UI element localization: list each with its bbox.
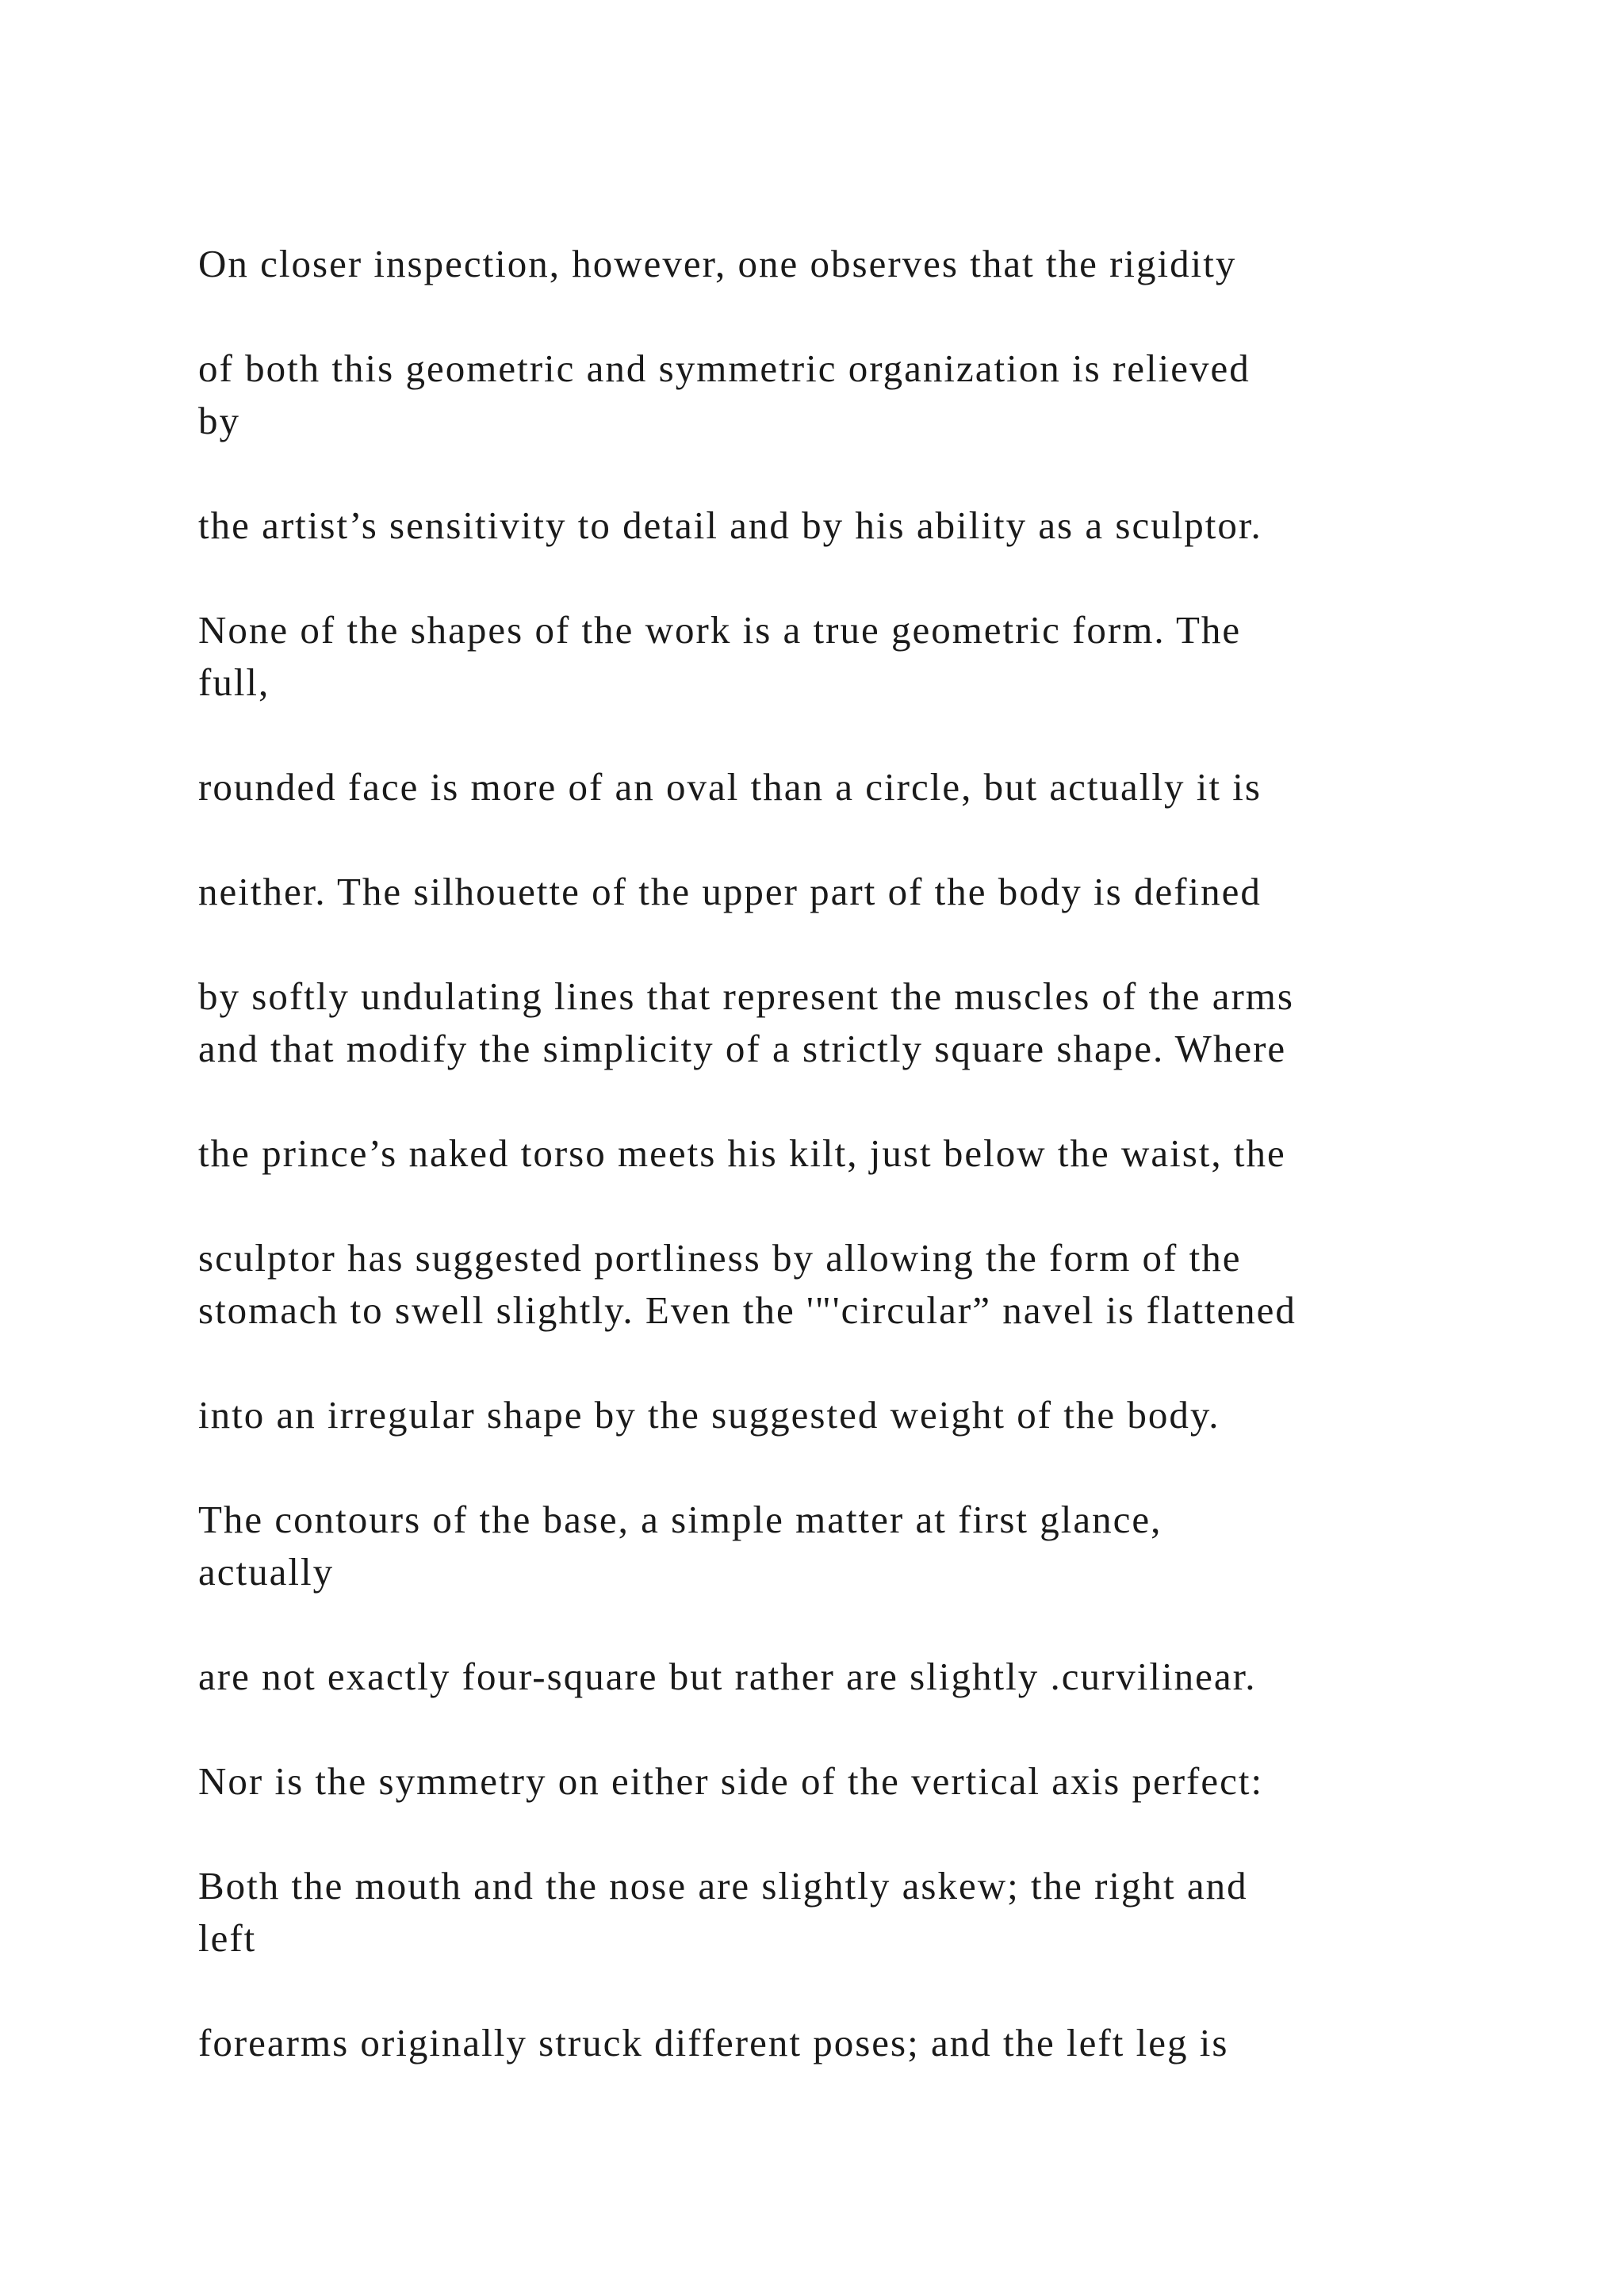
text-line: by <box>198 399 240 442</box>
text-line: by softly undulating lines that represent the muscles of the arms <box>198 974 1294 1018</box>
text-line: actually <box>198 1550 335 1594</box>
text-line: full, <box>198 660 270 704</box>
line-gap <box>198 1337 1507 1389</box>
text-line: into an irregular shape by the suggested weight of the body. <box>198 1393 1220 1437</box>
text-line: On closer inspection, however, one observes that the rigidity <box>198 242 1237 285</box>
line-gap <box>198 709 1507 761</box>
line-gap <box>198 1441 1507 1494</box>
line-gap <box>198 1703 1507 1755</box>
text-line: forearms originally struck different poses; and the left leg is <box>198 2021 1229 2064</box>
text-line: left <box>198 1916 257 1960</box>
line-gap <box>198 1180 1507 1232</box>
line-gap <box>198 1808 1507 1860</box>
line-gap <box>198 813 1507 866</box>
line-gap <box>198 447 1507 499</box>
text-line: and that modify the simplicity of a strictly square shape. Where <box>198 1027 1287 1070</box>
text-line: the prince’s naked torso meets his kilt, just below the waist, the <box>198 1131 1286 1175</box>
text-line: Both the mouth and the nose are slightly askew; the right and <box>198 1864 1248 1908</box>
line-gap <box>198 1075 1507 1127</box>
line-gap <box>198 1598 1507 1651</box>
text-line: rounded face is more of an oval than a circle, but actually it is <box>198 765 1262 809</box>
body-text <box>198 238 1507 2069</box>
text-line: stomach to swell slightly. Even the '"'circular” navel is flattened <box>198 1288 1297 1332</box>
line-gap <box>198 552 1507 604</box>
text-line: the artist’s sensitivity to detail and by his ability as a sculptor. <box>198 503 1262 547</box>
text-line: None of the shapes of the work is a true geometric form. The <box>198 608 1242 652</box>
text-line: of both this geometric and symmetric organization is relieved <box>198 346 1251 390</box>
text-line: neither. The silhouette of the upper part of the body is defined <box>198 870 1262 913</box>
text-line: are not exactly four-square but rather are slightly .curvilinear. <box>198 1655 1257 1698</box>
text-line: Nor is the symmetry on either side of the vertical axis perfect: <box>198 1759 1264 1803</box>
text-line: sculptor has suggested portliness by allowing the form of the <box>198 1236 1242 1280</box>
line-gap <box>198 1965 1507 2017</box>
text-line: The contours of the base, a simple matter at first glance, <box>198 1498 1162 1541</box>
line-gap <box>198 918 1507 970</box>
line-gap <box>198 290 1507 342</box>
